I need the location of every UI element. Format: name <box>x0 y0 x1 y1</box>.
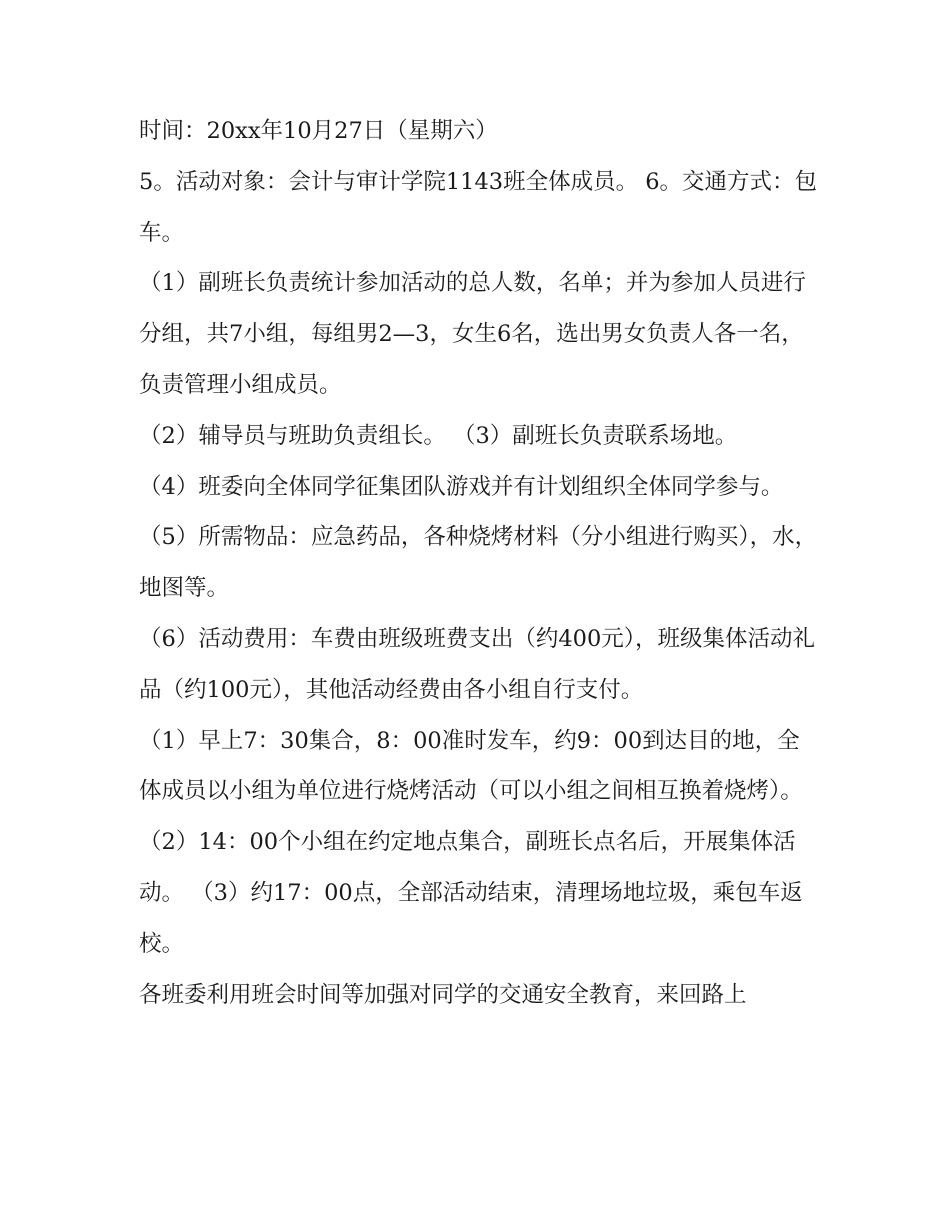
paragraph-supplies: （5）所需物品：应急药品，各种烧烤材料（分小组进行购买），水，地图等。 <box>139 524 818 602</box>
paragraph-afternoon-schedule: （2）14：00个小组在约定地点集合，副班长点名后，开展集体活动。 （3）约17：00点，全部活动结束，清理场地垃圾，乘包车返校。 <box>139 829 803 957</box>
paragraph-morning-schedule: （1）早上7：30集合，8：00准时发车，约9：00到达目的地，全体成员以小组为单位进行烧烤活动（可以小组之间相互换着烧烤）。 <box>139 727 803 805</box>
paragraph-games: （4）班委向全体同学征集团队游戏并有计划组织全体同学参与。 <box>139 473 784 500</box>
paragraph-participants-transport: 5。活动对象：会计与审计学院1143班全体成员。 6。交通方式：包车。 <box>139 168 818 246</box>
paragraph-costs: （6）活动费用：车费由班级班费支出（约400元），班级集体活动礼品（约100元），其他活动经费由各小组自行支付。 <box>139 625 816 703</box>
paragraph-safety: 各班委利用班会时间等加强对同学的交通安全教育，来回路上 <box>139 981 747 1008</box>
paragraph-leaders-venue: （2）辅导员与班助负责组长。 （3）副班长负责联系场地。 <box>139 422 738 449</box>
document-body <box>139 106 819 1020</box>
paragraph-time: 时间：20xx年10月27日（星期六） <box>139 118 498 144</box>
paragraph-grouping: （1）副班长负责统计参加活动的总人数，名单；并为参加人员进行分组，共7小组，每组男2—3，女生6名，选出男女负责人各一名，负责管理小组成员。 <box>139 270 806 398</box>
